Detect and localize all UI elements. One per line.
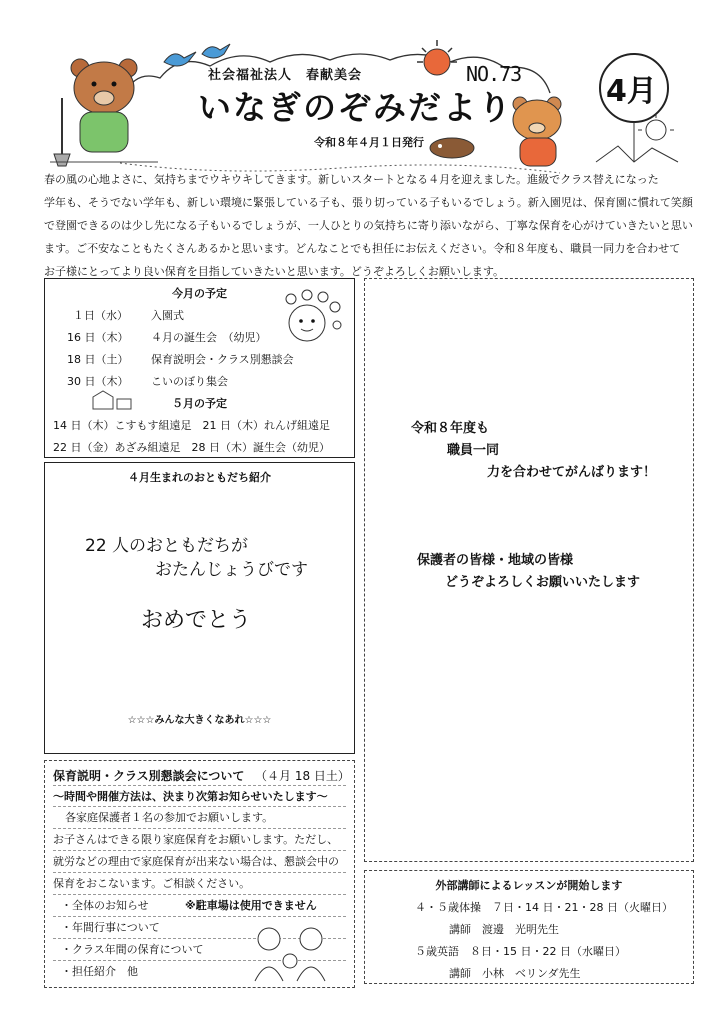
meeting-subtitle: ～時間や開催方法は、決まり次第お知らせいたします～ — [53, 790, 328, 803]
agenda-item: ・年間行事について — [61, 921, 160, 934]
greeting-line: どうぞよろしくお願いいたします — [445, 575, 641, 590]
issue-date: 令和８年４月１日発行 — [314, 136, 424, 149]
meeting-title: 保育説明・クラス別懇談会について — [53, 769, 245, 783]
schedule-event: 入園式 — [151, 309, 184, 322]
family-illustration — [245, 923, 335, 983]
sun-illustration — [412, 38, 462, 84]
greeting-line: 保護者の皆様・地域の皆様 — [417, 553, 574, 568]
staff-message-line: 職員一同 — [447, 443, 500, 458]
intro-line: ます。ご不安なこともたくさんあるかと思います。どんなことでも担任にお伝えください。令和８年度も、職員一同力を合わせて — [44, 242, 681, 255]
meeting-text: 保育をおこないます。ご相談ください。 — [53, 877, 251, 890]
gym-lesson-schedule: ４・５歳体操 ７日・14 日・21・28 日（火曜日） — [415, 901, 673, 914]
schedule-date: １日（水） — [73, 309, 128, 322]
birthday-message: おたんじょうびです — [155, 560, 308, 580]
mole-illustration — [416, 130, 486, 160]
agenda-item: ・全体のお知らせ — [61, 899, 149, 912]
may-schedule-title: ５月の予定 — [172, 397, 227, 410]
organization-name: 社会福祉法人 春献美会 — [208, 68, 363, 83]
newsletter-title: いなぎのぞみだより — [198, 88, 513, 127]
schedule-event: こいのぼり集会 — [151, 375, 228, 388]
meeting-text: 就労などの理由で家庭保育が出来ない場合は、懇談会中の — [53, 855, 339, 868]
lessons-title: 外部講師によるレッスンが開始します — [435, 879, 623, 892]
congratulations-text: おめでとう — [141, 608, 252, 633]
parking-notice: ※駐車場は使用できません — [185, 899, 317, 912]
bird-icon — [160, 44, 200, 74]
meeting-text: お子さんはできる限り家庭保育をお願いします。ただし、 — [53, 833, 339, 846]
english-lesson-schedule: ５歳英語 ８日・15 日・22 日（水曜日） — [415, 945, 626, 958]
schedule-date: 16 日（木） — [67, 331, 129, 344]
april-schedule-title: 今月の予定 — [172, 287, 227, 300]
birthday-title: ４月生まれのおともだち紹介 — [128, 471, 271, 484]
meeting-date: （４月 18 日土） — [255, 769, 350, 783]
staff-message-line: 力を合わせてがんばります！ — [487, 465, 657, 480]
lessons-box — [364, 870, 694, 984]
intro-message — [44, 168, 693, 283]
bear-illustration — [492, 90, 582, 170]
bird-icon — [200, 40, 232, 66]
may-schedule-row: 22 日（金）あざみ組遠足 28 日（木）誕生会（幼児） — [53, 441, 330, 454]
schedule-event: ４月の誕生会 （幼児） — [151, 331, 267, 344]
birthday-count: 22 人のおともだちが — [85, 536, 249, 556]
agenda-item: ・クラス年間の保育について — [61, 943, 204, 956]
gym-teacher: 講師 渡邊 光明先生 — [449, 923, 559, 936]
meeting-text: 各家庭保護者１名の参加でお願いします。 — [65, 811, 274, 824]
intro-line: で登園できるのは少し先になる子もいるでしょうが、一人ひとりの気持ちに寄り添いながら、丁寧な保育を心がけていきたいと思い — [44, 219, 693, 232]
schedule-box — [44, 278, 355, 458]
staff-message-line: 令和８年度も — [411, 421, 490, 436]
girl-with-flowers-illustration — [277, 285, 349, 349]
issue-number: NO.73 — [466, 62, 522, 86]
birthday-footer: ☆☆☆みんな大きくなあれ☆☆☆ — [127, 715, 272, 726]
intro-line: お子様にとってより良い保育を目指していきたいと思います。どうぞよろしくお願いします。 — [44, 265, 505, 278]
english-teacher: 講師 小林 ベリンダ先生 — [449, 967, 581, 980]
bear-with-shovel-illustration — [40, 50, 160, 168]
schedule-date: 30 日（木） — [67, 375, 129, 388]
schedule-date: 18 日（土） — [67, 353, 129, 366]
staff-message-box — [364, 278, 694, 862]
intro-line: 春の風の心地よさに、気持ちまでウキウキしてきます。新しいスタートとなる４月を迎えました。進級でクラス替えになった — [44, 173, 659, 186]
meeting-info-box — [44, 760, 355, 988]
agenda-item: ・担任紹介 他 — [61, 965, 138, 978]
birthday-box — [44, 462, 355, 754]
may-schedule-row: 14 日（木）こすもす組遠足 21 日（木）れんげ組遠足 — [53, 419, 330, 432]
schedule-event: 保育説明会・クラス別懇談会 — [151, 353, 294, 366]
month-badge: 4月 — [606, 74, 657, 109]
intro-line: 学年も、そうでない学年も、新しい環境に緊張している子も、張り切っている子もいるでしょう。新入園児は、保育園に慣れて笑顔 — [44, 196, 693, 209]
newsletter-header — [40, 38, 686, 168]
